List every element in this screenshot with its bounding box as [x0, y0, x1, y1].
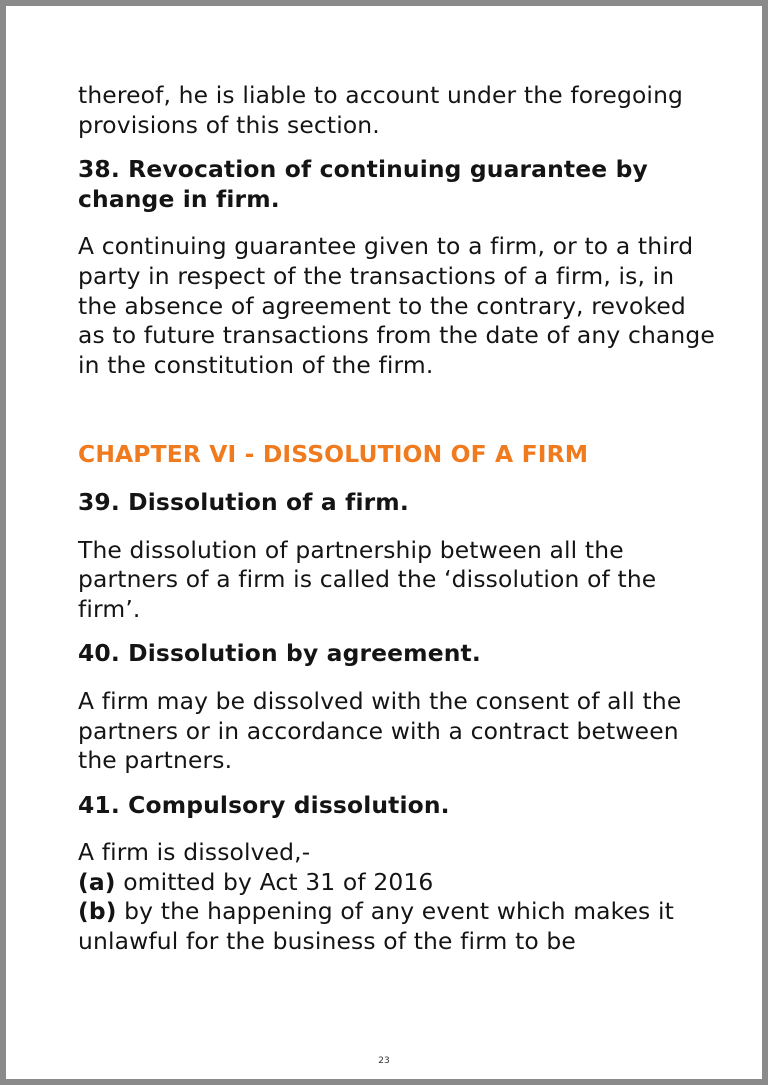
clause-a-label: (a) [78, 867, 116, 896]
intro-paragraph: thereof, he is liable to account under the foregoing provisions of this section. [78, 81, 684, 139]
section-39-body: The dissolution of partnership between all the partners of a firm is called the ‘dissolution of the firm’. [78, 535, 657, 623]
section-38-heading: 38. Revocation of continuing guarantee by change in firm. [78, 155, 648, 213]
clause-a-text: omitted by Act 31 of 2016 [123, 867, 434, 896]
chapter-title: CHAPTER VI - DISSOLUTION OF A FIRM [78, 440, 589, 469]
clause-b-label: (b) [78, 897, 117, 926]
page-content [78, 81, 718, 957]
clause-b [78, 897, 718, 956]
section-41-intro: A firm is dissolved,- [78, 838, 311, 867]
section-40-heading: 40. Dissolution by agreement. [78, 639, 481, 668]
section-39-heading: 39. Dissolution of a firm. [78, 487, 409, 516]
clause-b-text: by the happening of any event which makes it unlawful for the business of the firm to be [78, 897, 674, 956]
section-38-body: A continuing guarantee given to a firm, or to a third party in respect of the transactions of a firm, is, in the absence of agreement to the contrary, revoked as to future transactions from the date of any change in the constitution of the firm. [78, 232, 715, 379]
clause-a [78, 868, 718, 898]
document-page [6, 6, 762, 1079]
section-40-body: A firm may be dissolved with the consent of all the partners or in accordance with a contract between the partners. [78, 686, 682, 775]
section-41-heading: 41. Compulsory dissolution. [78, 790, 450, 819]
page-number: 23 [378, 1056, 390, 1066]
